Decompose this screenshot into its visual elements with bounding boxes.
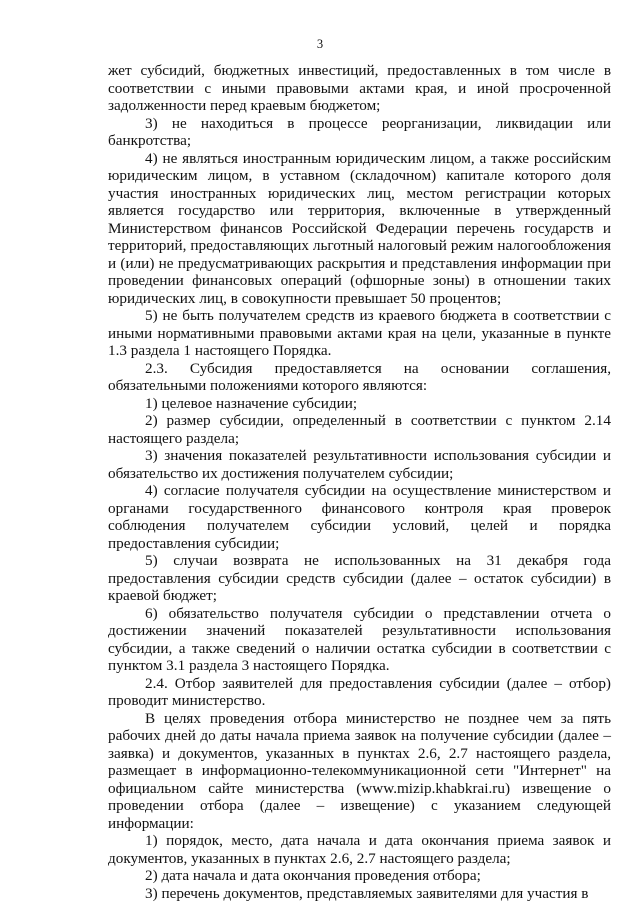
paragraph-item-3-reorganization: 3) не находиться в процессе реорганизации, ликвидации или банкротства; bbox=[108, 114, 611, 149]
paragraph-notice-item-2: 2) дата начала и дата окончания проведения отбора; bbox=[145, 867, 481, 884]
paragraph-2-4-selection: 2.4. Отбор заявителей для предоставления субсидии (далее – отбор) проводит министерство. bbox=[108, 674, 611, 709]
paragraph-agreement-item-3: 3) значения показателей результативности использования субсидии и обязательство их достижения получателем субсидии; bbox=[108, 447, 611, 482]
paragraph-agreement-item-1: 1) целевое назначение субсидии; bbox=[145, 394, 358, 412]
paragraph-notice: В целях проведения отбора министерство не позднее чем за пять рабочих дней до даты начала приема заявок на получение субсидии (далее – заявка) и документов, указанных в пунктах 2.6, 2.7 настоящего раздела, размещает в информационно-телекоммуникационной сети "Интернет" на официальном сайте министерства (www.mizip.khabkrai.ru) извещение о проведении отбора (далее – извещение) с указанием следующей информации: bbox=[108, 709, 611, 832]
page-number: 3 bbox=[316, 37, 324, 51]
paragraph-item-5-budget-recipient: 5) не быть получателем средств из краевого бюджета в соответствии с иными нормативными правовыми актами края на цели, указанные в пункте 1.3 раздела 1 настоящего Порядка. bbox=[108, 307, 611, 359]
document-body bbox=[108, 62, 611, 902]
paragraph-continuation: жет субсидий, бюджетных инвестиций, предоставленных в том числе в соответствии с иными правовыми актами края, и иной просроченной задолженности перед краевым бюджетом; bbox=[108, 62, 611, 114]
paragraph-agreement-item-6: 6) обязательство получателя субсидии о представлении отчета о достижении значений показателей результативности использования субсидии, а также сведений о наличии остатка субсидии в соответствии с пунктом 3.1 раздела 3 настоящего Порядка. bbox=[108, 604, 611, 674]
paragraph-notice-item-1: 1) порядок, место, дата начала и дата окончания приема заявок и документов, указанных в пунктах 2.6, 2.7 настоящего раздела; bbox=[108, 832, 611, 867]
paragraph-2-3-agreement: 2.3. Субсидия предоставляется на основании соглашения, обязательными положениями которого являются: bbox=[108, 359, 611, 394]
paragraph-agreement-item-5: 5) случаи возврата не использованных на 31 декабря года предоставления субсидии средств субсидии (далее – остаток субсидии) в краевой бюджет; bbox=[108, 552, 611, 604]
paragraph-agreement-item-4: 4) согласие получателя субсидии на осуществление министерством и органами государственного финансового контроля края проверок соблюдения получателем субсидии условий, целей и порядка предоставления субсидии; bbox=[108, 482, 611, 552]
paragraph-item-4-foreign-entity: 4) не являться иностранным юридическим лицом, а также российским юридическим лицом, в уставном (складочном) капитале которого доля участия иностранных юридических лиц, местом регистрации которых является государство или территория, включенные в утвержденный Министерством финансов Российской Федерации перечень государств и территорий, предоставляющих льготный налоговый режим налогообложения и (или) не предусматривающих раскрытия и представления информации при проведении финансовых операций (офшорные зоны) в отношении таких юридических лиц, в совокупности превышает 50 процентов; bbox=[108, 149, 611, 307]
paragraph-notice-item-3: 3) перечень документов, представляемых заявителями для участия в bbox=[145, 884, 589, 902]
paragraph-agreement-item-2: 2) размер субсидии, определенный в соответствии с пунктом 2.14 настоящего раздела; bbox=[108, 412, 611, 447]
